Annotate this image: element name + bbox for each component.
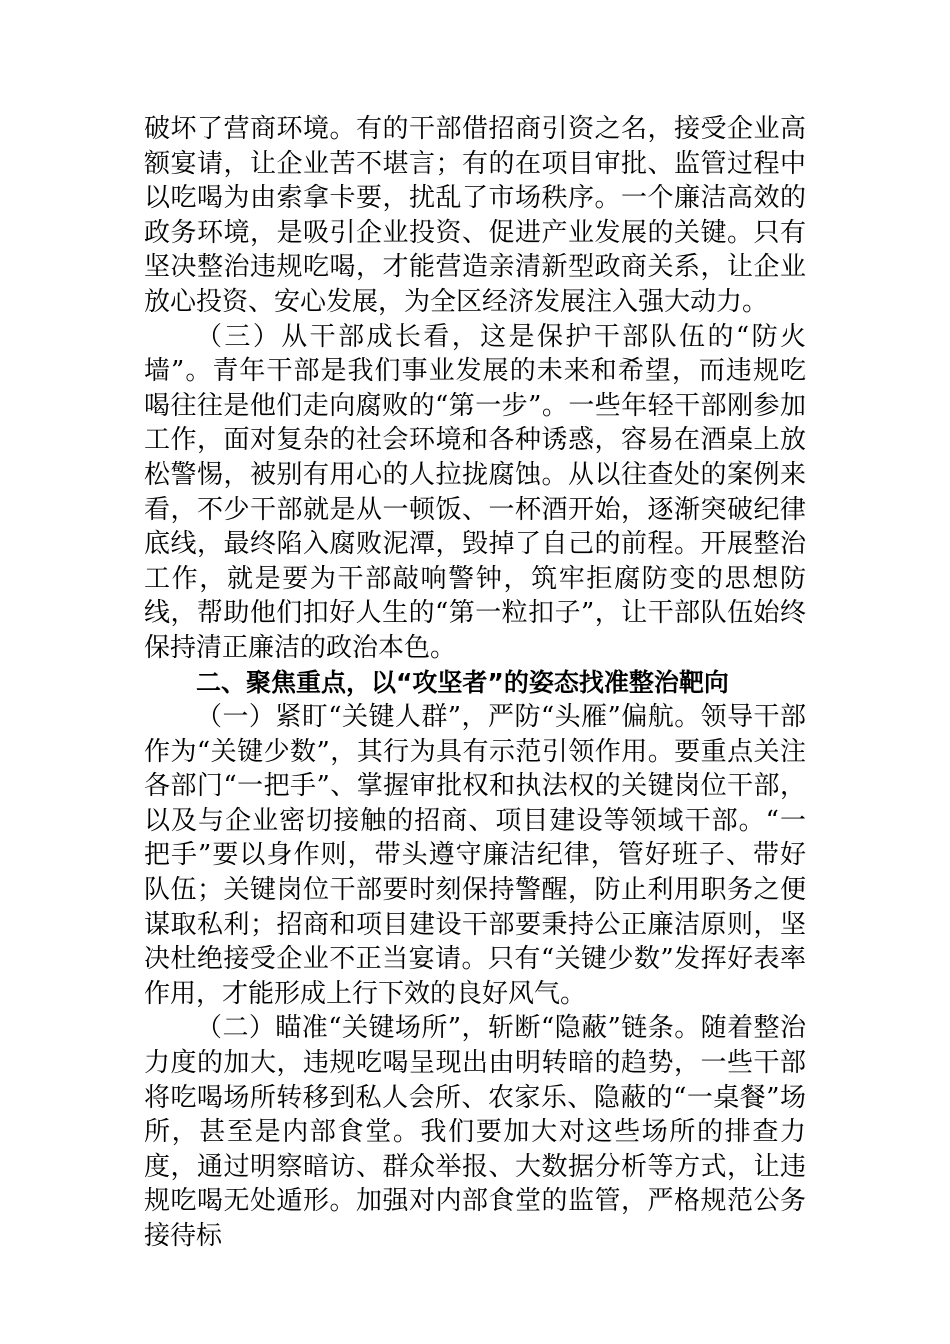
paragraph-business-environment: 破坏了营商环境。有的干部借招商引资之名，接受企业高额宴请，让企业苦不堪言；有的在项目审批、监管过程中以吃喝为由索拿卡要，扰乱了市场秩序。一个廉洁高效的政务环境，是吸引企业投资、促进产业发展的关键。只有坚决整治违规吃喝，才能营造亲清新型政商关系，让企业放心投资、安心发展，为全区经济发展注入强大动力。 — [144, 114, 806, 317]
section-heading-focus: 二、聚焦重点，以“攻坚者”的姿态找准整治靶向 — [196, 667, 729, 697]
paragraph-key-people: （一）紧盯“关键人群”，严防“头雁”偏航。领导干部作为“关键少数”，其行为具有示范引领作用。要重点关注各部门“一把手”、掌握审批权和执法权的关键岗位干部，以及与企业密切接触的招商、项目建设等领域干部。“一把手”要以身作则，带头遵守廉洁纪律，管好班子、带好队伍；关键岗位干部要时刻保持警醒，防止利用职务之便谋取私利；招商和项目建设干部要秉持公正廉洁原则，坚决杜绝接受企业不正当宴请。只有“关键少数”发挥好表率作用，才能形成上行下效的良好风气。 — [144, 702, 806, 1009]
paragraph-cadre-growth: （三）从干部成长看，这是保护干部队伍的“防火墙”。青年干部是我们事业发展的未来和希望，而违规吃喝往往是他们走向腐败的“第一步”。一些年轻干部刚参加工作，面对复杂的社会环境和各种诱惑，容易在酒桌上放松警惕，被别有用心的人拉拢腐蚀。从以往查处的案例来看，不少干部就是从一顿饭、一杯酒开始，逐渐突破纪律底线，最终陷入腐败泥潭，毁掉了自己的前程。开展整治工作，就是要为干部敲响警钟，筑牢拒腐防变的思想防线，帮助他们扣好人生的“第一粒扣子”，让干部队伍始终保持清正廉洁的政治本色。 — [144, 321, 806, 663]
paragraph-key-places: （二）瞄准“关键场所”，斩断“隐蔽”链条。随着整治力度的加大，违规吃喝呈现出由明转暗的趋势，一些干部将吃喝场所转移到私人会所、农家乐、隐蔽的“一桌餐”场所，甚至是内部食堂。我们要加大对这些场所的排查力度，通过明察暗访、群众举报、大数据分析等方式，让违规吃喝无处遁形。加强对内部食堂的监管，严格规范公务接待标 — [144, 1013, 806, 1251]
document-body — [144, 112, 806, 1254]
